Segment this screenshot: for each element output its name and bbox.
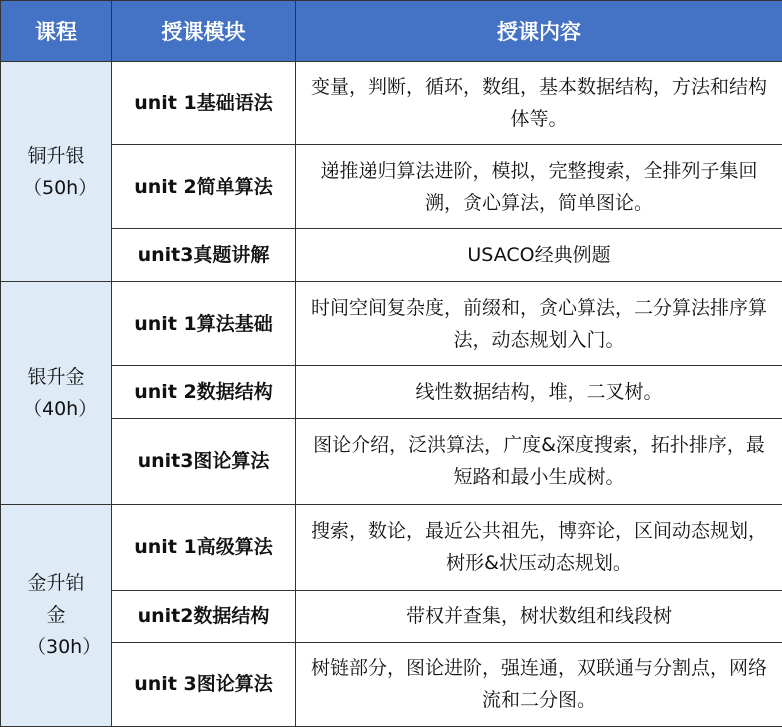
- content-cell: 树链部分，图论进阶，强连通，双联通与分割点，网络流和二分图。: [296, 642, 782, 726]
- content-cell: 带权并查集，树状数组和线段树: [296, 590, 782, 642]
- table-row: [1, 418, 782, 504]
- course-name: 金升铂金（30h）: [27, 572, 102, 659]
- content-cell: USACO经典例题: [296, 229, 782, 282]
- table-row: [1, 642, 782, 726]
- module-cell: unit 2简单算法: [112, 145, 296, 229]
- table-row: [1, 366, 782, 418]
- content-cell: 变量，判断，循环，数组，基本数据结构，方法和结构体等。: [296, 62, 782, 145]
- module-cell: unit 2数据结构: [112, 366, 296, 418]
- table-row: [1, 504, 782, 590]
- module-cell: unit3真题讲解: [112, 229, 296, 282]
- course-name-cell: [1, 504, 112, 726]
- content-cell: 时间空间复杂度，前缀和，贪心算法，二分算法排序算法，动态规划入门。: [296, 282, 782, 366]
- table-row: [1, 229, 782, 282]
- content-cell: 图论介绍，泛洪算法，广度&深度搜索，拓扑排序，最短路和最小生成树。: [296, 418, 782, 504]
- module-cell: unit 1基础语法: [112, 62, 296, 145]
- table-row: [1, 282, 782, 366]
- content-cell: 递推递归算法进阶，模拟，完整搜索，全排列子集回溯，贪心算法，简单图论。: [296, 145, 782, 229]
- header-content: 授课内容: [296, 1, 782, 62]
- table-row: [1, 590, 782, 642]
- table-row: [1, 62, 782, 145]
- course-name-cell: [1, 62, 112, 282]
- content-cell: 线性数据结构，堆，二叉树。: [296, 366, 782, 418]
- header-course: 课程: [1, 1, 112, 62]
- course-name: 铜升银（50h）: [23, 144, 98, 199]
- course-name-cell: [1, 282, 112, 504]
- module-cell: unit 1高级算法: [112, 504, 296, 590]
- header-row: [1, 1, 782, 62]
- module-cell: unit3图论算法: [112, 418, 296, 504]
- module-cell: unit 1算法基础: [112, 282, 296, 366]
- header-module: 授课模块: [112, 1, 296, 62]
- module-cell: unit2数据结构: [112, 590, 296, 642]
- content-cell: 搜索，数论，最近公共祖先，博弈论，区间动态规划，树形&状压动态规划。: [296, 504, 782, 590]
- table-row: [1, 145, 782, 229]
- course-name: 银升金（40h）: [23, 365, 98, 420]
- module-cell: unit 3图论算法: [112, 642, 296, 726]
